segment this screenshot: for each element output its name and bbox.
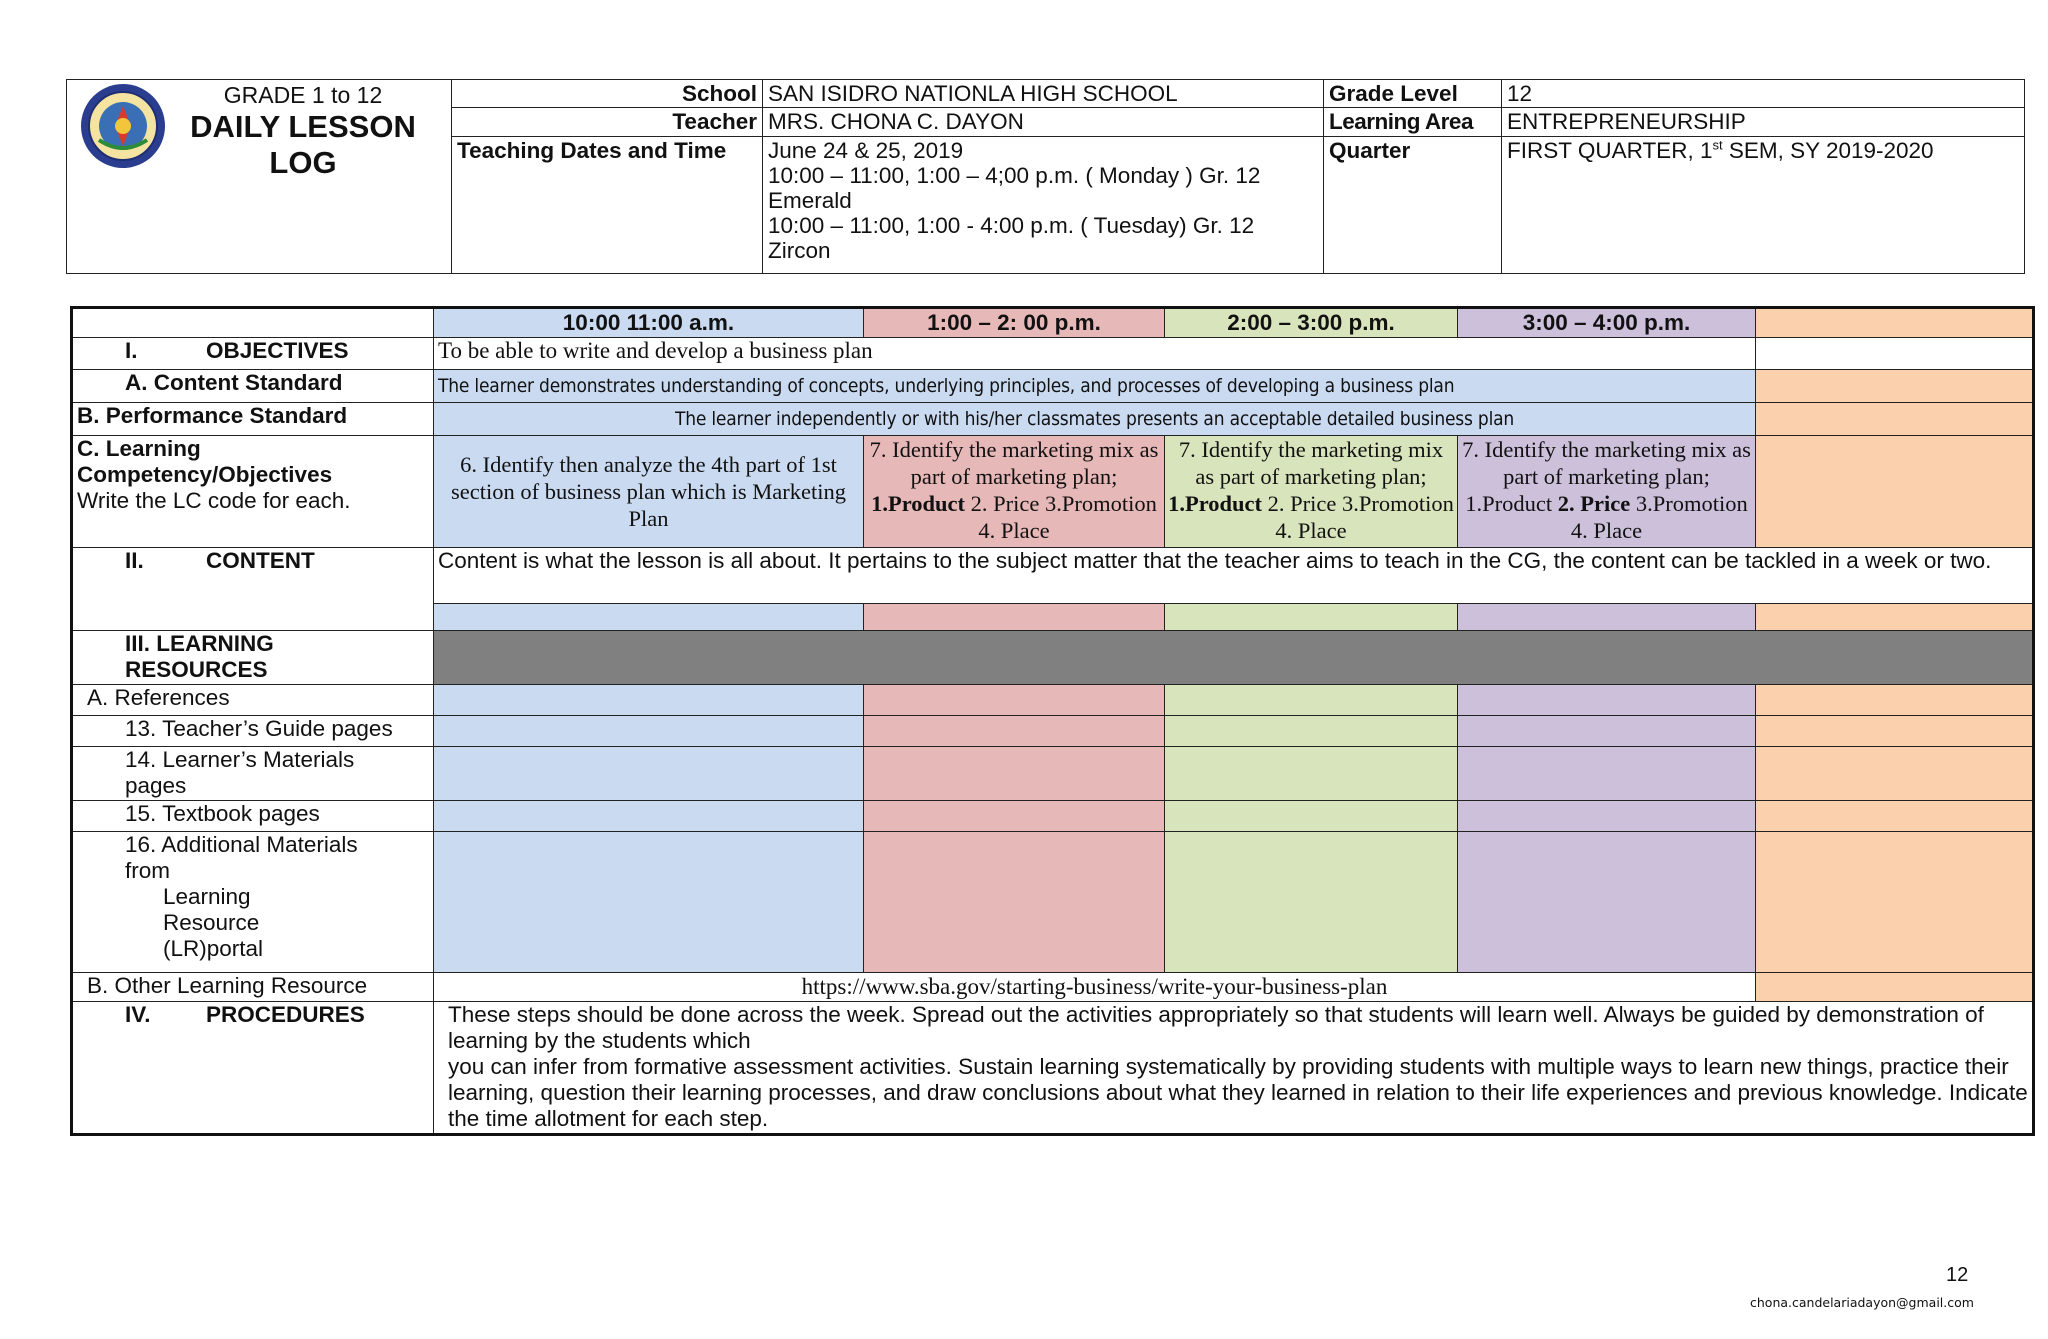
resources-label-line: RESOURCES bbox=[125, 657, 268, 682]
objectives-title: OBJECTIVES bbox=[206, 338, 349, 363]
learners-materials-cell bbox=[1458, 747, 1756, 801]
content-title: CONTENT bbox=[206, 548, 315, 573]
teachers-guide-cell bbox=[1756, 716, 2034, 747]
textbook-cell bbox=[434, 801, 864, 832]
am-label-line: (LR)portal bbox=[163, 936, 264, 961]
lc-col1: 6. Identify then analyze the 4th part of 1st section of business plan which is Marketing Plan bbox=[434, 436, 864, 548]
content-cell bbox=[1165, 604, 1458, 631]
am-label-line: Resource bbox=[163, 910, 260, 935]
header-table bbox=[66, 79, 2025, 274]
procedures-paragraph: These steps should be done across the week. Spread out the activities appropriately so that students will learn well. Always be guided by demonstration of learning by the students which bbox=[448, 1002, 1984, 1053]
textbook-cell bbox=[1165, 801, 1458, 832]
teachers-guide-cell bbox=[434, 716, 864, 747]
textbook-label: 15. Textbook pages bbox=[72, 801, 434, 832]
learners-materials-cell bbox=[434, 747, 864, 801]
learning-competency-label bbox=[72, 436, 434, 548]
grade-level-label: Grade Level bbox=[1324, 80, 1502, 108]
lc-label-line: C. Learning bbox=[77, 436, 201, 461]
objectives-extra bbox=[1756, 338, 2034, 370]
quarter-label: Quarter bbox=[1324, 137, 1502, 274]
references-label: A. References bbox=[72, 685, 434, 716]
lc-item-place: 4. Place bbox=[1570, 518, 1643, 543]
footer-email: chona.candelariadayon@gmail.com bbox=[1750, 1295, 1974, 1310]
am-label-line: Learning bbox=[163, 884, 251, 909]
doc-title-line1: DAILY LESSON bbox=[190, 109, 416, 144]
objectives-text: To be able to write and develop a business plan bbox=[434, 338, 1756, 370]
learners-materials-cell bbox=[864, 747, 1165, 801]
learners-materials-cell bbox=[1165, 747, 1458, 801]
content-standard-text: The learner demonstrates understanding of concepts, underlying principles, and processes of developing a business plan bbox=[434, 370, 1756, 403]
lc-item-price: 2. Price bbox=[1267, 491, 1337, 516]
additional-materials-cell bbox=[434, 832, 864, 973]
lc-col4 bbox=[1458, 436, 1756, 548]
lc-label-line: Write the LC code for each. bbox=[77, 488, 351, 513]
teachers-guide-cell bbox=[864, 716, 1165, 747]
dates-value bbox=[763, 137, 1324, 274]
doc-title-line2: LOG bbox=[269, 145, 337, 180]
additional-materials-cell bbox=[864, 832, 1165, 973]
learners-materials-cell bbox=[1756, 747, 2034, 801]
other-resource-link[interactable]: https://www.sba.gov/starting-business/write-your-business-plan bbox=[434, 973, 1756, 1002]
performance-standard-extra bbox=[1756, 403, 2034, 436]
additional-materials-cell bbox=[1458, 832, 1756, 973]
content-cell bbox=[1756, 604, 2034, 631]
procedures-paragraph: you can infer from formative assessment activities. Sustain learning systematically by providing students with multiple ways to learn new things, practice their learning, question their learning processes, and draw conclusions about what they learned in relation to their life experiences and previous knowledge. Indicate the time allotment for each step. bbox=[448, 1054, 2028, 1131]
learning-area-value: ENTREPRENEURSHIP bbox=[1502, 108, 2025, 137]
dates-line: Zircon bbox=[768, 238, 831, 263]
lc-item-promotion: 3.Promotion bbox=[1045, 491, 1157, 516]
procedures-title: PROCEDURES bbox=[206, 1002, 365, 1027]
column-header: 10:00 11:00 a.m. bbox=[434, 308, 864, 338]
textbook-cell bbox=[864, 801, 1165, 832]
teachers-guide-cell bbox=[1165, 716, 1458, 747]
lc-item-product: 1.Product bbox=[1168, 491, 1263, 516]
teacher-label: Teacher bbox=[452, 108, 763, 137]
title-cell bbox=[67, 80, 452, 274]
dates-label: Teaching Dates and Time bbox=[452, 137, 763, 274]
page-number: 12 bbox=[1946, 1264, 1969, 1286]
procedures-label bbox=[72, 1002, 434, 1135]
references-cell bbox=[1165, 685, 1458, 716]
deped-seal-icon bbox=[79, 82, 167, 170]
performance-standard-label: B. Performance Standard bbox=[72, 403, 434, 436]
references-cell bbox=[1756, 685, 2034, 716]
school-value: SAN ISIDRO NATIONLA HIGH SCHOOL bbox=[763, 80, 1324, 108]
content-standard-extra bbox=[1756, 370, 2034, 403]
lc-item-price: 2. Price bbox=[970, 491, 1040, 516]
resources-label bbox=[72, 631, 434, 685]
lc-item-promotion: 3.Promotion bbox=[1342, 491, 1454, 516]
corner-cell bbox=[72, 308, 434, 338]
quarter-text: FIRST QUARTER, 1 bbox=[1507, 138, 1713, 163]
column-header-empty bbox=[1756, 308, 2034, 338]
column-header: 3:00 – 4:00 p.m. bbox=[1458, 308, 1756, 338]
lesson-table bbox=[70, 306, 2035, 1136]
additional-materials-cell bbox=[1756, 832, 2034, 973]
lc-col2 bbox=[864, 436, 1165, 548]
lc-item-place: 4. Place bbox=[1275, 518, 1347, 543]
teachers-guide-cell bbox=[1458, 716, 1756, 747]
content-standard-label: A. Content Standard bbox=[72, 370, 434, 403]
grade-level-value: 12 bbox=[1502, 80, 2025, 108]
lc-item-product: 1.Product bbox=[1465, 491, 1553, 516]
objectives-label bbox=[72, 338, 434, 370]
content-num: II. bbox=[125, 548, 144, 573]
quarter-text-post: SEM, SY 2019-2020 bbox=[1722, 138, 1934, 163]
procedures-text bbox=[434, 1002, 2034, 1135]
dates-line: Emerald bbox=[768, 188, 852, 213]
am-label-line: from bbox=[125, 858, 170, 883]
lc-extra bbox=[1756, 436, 2034, 548]
references-cell bbox=[864, 685, 1165, 716]
performance-standard-text: The learner independently or with his/her classmates presents an acceptable detailed business plan bbox=[434, 403, 1756, 436]
resources-label-line: III. LEARNING bbox=[125, 631, 274, 656]
content-text: Content is what the lesson is all about. It pertains to the subject matter that the teacher aims to teach in the CG, the content can be tackled in a week or two. bbox=[434, 548, 2034, 604]
other-resource-label: B. Other Learning Resource bbox=[72, 973, 434, 1002]
lc-intro: 7. Identify the marketing mix as part of marketing plan; bbox=[1462, 437, 1751, 489]
textbook-cell bbox=[1756, 801, 2034, 832]
lc-item-price: 2. Price bbox=[1557, 491, 1631, 516]
lm-label-line: pages bbox=[125, 773, 187, 798]
procedures-num: IV. bbox=[125, 1002, 151, 1027]
teacher-value: MRS. CHONA C. DAYON bbox=[763, 108, 1324, 137]
lc-item-product: 1.Product bbox=[871, 491, 966, 516]
content-label bbox=[72, 548, 434, 631]
lc-intro: 7. Identify the marketing mix as part of marketing plan; bbox=[1178, 437, 1444, 489]
dates-line: 10:00 – 11:00, 1:00 – 4;00 p.m. ( Monday ) Gr. 12 bbox=[768, 163, 1261, 188]
content-cell bbox=[434, 604, 864, 631]
learning-area-label: Learning Area bbox=[1324, 108, 1502, 137]
column-header: 1:00 – 2: 00 p.m. bbox=[864, 308, 1165, 338]
lc-label-line: Competency/Objectives bbox=[77, 462, 333, 487]
additional-materials-cell bbox=[1165, 832, 1458, 973]
column-header: 2:00 – 3:00 p.m. bbox=[1165, 308, 1458, 338]
teachers-guide-label: 13. Teacher’s Guide pages bbox=[72, 716, 434, 747]
lc-item-promotion: 3.Promotion bbox=[1635, 491, 1748, 516]
quarter-value bbox=[1502, 137, 2025, 274]
additional-materials-label bbox=[72, 832, 434, 973]
quarter-sup: st bbox=[1712, 137, 1723, 153]
learners-materials-label bbox=[72, 747, 434, 801]
lc-intro: 7. Identify the marketing mix as part of marketing plan; bbox=[869, 437, 1159, 489]
lm-label-line: 14. Learner’s Materials bbox=[125, 747, 355, 772]
content-cell bbox=[1458, 604, 1756, 631]
content-cell bbox=[864, 604, 1165, 631]
lc-col3 bbox=[1165, 436, 1458, 548]
objectives-num: I. bbox=[125, 338, 138, 363]
references-cell bbox=[1458, 685, 1756, 716]
school-label: School bbox=[452, 80, 763, 108]
resources-band bbox=[434, 631, 2034, 685]
grade-range: GRADE 1 to 12 bbox=[223, 82, 383, 108]
other-resource-extra bbox=[1756, 973, 2034, 1002]
lc-item-place: 4. Place bbox=[978, 518, 1050, 543]
references-cell bbox=[434, 685, 864, 716]
textbook-cell bbox=[1458, 801, 1756, 832]
dates-line: 10:00 – 11:00, 1:00 - 4:00 p.m. ( Tuesday) Gr. 12 bbox=[768, 213, 1255, 238]
am-label-line: 16. Additional Materials bbox=[125, 832, 358, 857]
dates-line: June 24 & 25, 2019 bbox=[768, 138, 964, 163]
